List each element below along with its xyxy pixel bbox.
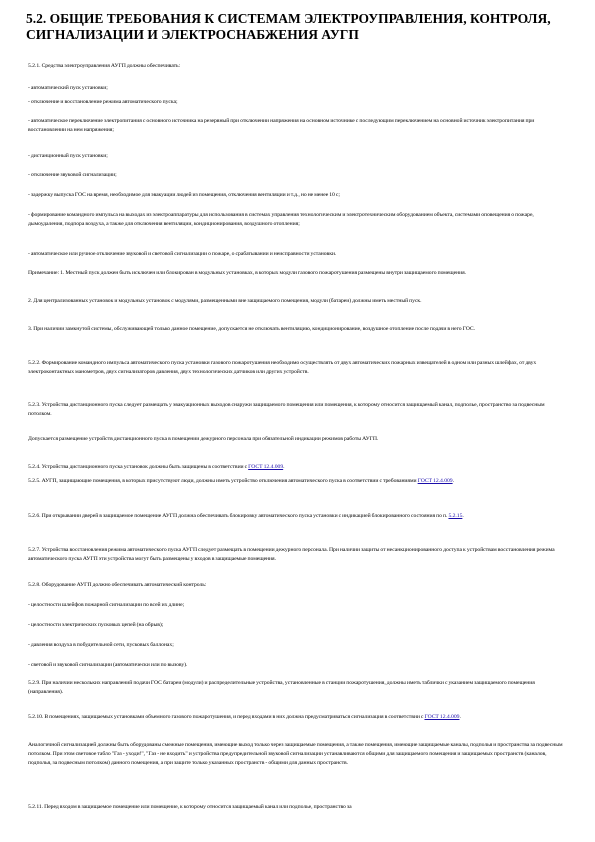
list-item-auto-start: - автоматический пуск установки;: [28, 85, 108, 91]
list-item-command-pulse: - формирование командного импульса на выходах из электроаппаратуры для использования в системах управления технологическим и электротехническим оборудованием объекта, системами оповещения о пожаре, дымоудаления, подпора воздуха, а также для отключения вентиляции, кондиционирования, воздушного отопления;: [28, 212, 534, 227]
paragraph-text-end: .: [283, 464, 285, 470]
list-item-sound-off: - отключение звуковой сигнализации;: [28, 172, 117, 178]
list-item-power-switch: - автоматическое переключение электропитания с основного источника на резервный при отключении напряжения на основном источнике с последующим переключением на основной источник электропитания при восстановлении на нем напряжения;: [28, 118, 535, 133]
paragraph-text-end: .: [452, 478, 454, 484]
paragraph-5-2-2: 5.2.2. Формирование командного импульса автоматического пуска установки газового пожаротушения необходимо осуществлять от двух автоматических пожарных извещателей в одном или разных шлейфах, от двух электроконтактных манометров, двух сигнализаторов давления, двух технологических датчиков или других устройств.: [28, 360, 537, 375]
paragraph-5-2-11: 5.2.11. Перед входом в защищаемое помещение или помещение, к которому относится защищаемый канал или подполье, пространство за: [28, 804, 352, 810]
section-title: 5.2. ОБЩИЕ ТРЕБОВАНИЯ К СИСТЕМАМ ЭЛЕКТРОУПРАВЛЕНИЯ, КОНТРОЛЯ, СИГНАЛИЗАЦИИ И ЭЛЕКТРОСНАБЖЕНИЯ АУГП: [26, 11, 551, 42]
gost-link[interactable]: ГОСТ 12.4.009: [248, 464, 284, 470]
paragraph-5-2-3: 5.2.3. Устройства дистанционного пуска следует размещать у эвакуационных выходов снаружи защищаемого помещения или помещения, к которому относится защищаемый канал, подполье, пространство за подвесным потолком.: [28, 402, 545, 417]
paragraph-5-2-9: 5.2.9. При наличии нескольких направлений подачи ГОС батареи (модули) и распределительные устройства, установленные в станции пожаротушения, должны иметь таблички с указанием защищаемого помещения (направления).: [28, 680, 535, 695]
paragraph-5-2-1: 5.2.1. Средства электроуправления АУГП должны обеспечивать:: [28, 63, 181, 69]
gost-link[interactable]: ГОСТ 12.4.009: [417, 478, 453, 484]
list-item-air-pressure: - давления воздуха в побудительной сети, пусковых баллонах;: [28, 642, 174, 648]
note-3: 3. При наличии замкнутой системы, обслуживающей только данное помещение, допускается не отключать вентиляцию, кондиционирование, воздушное отопление после подачи в него ГОС.: [28, 326, 475, 332]
paragraph-5-2-10: [28, 713, 566, 722]
paragraph-text: 5.2.10. В помещениях, защищаемых установками объемного газового пожаротушения, и перед входами в них должна предусматриваться сигнализация в соответствии с: [28, 714, 425, 720]
paragraph-5-2-5: [28, 477, 566, 486]
paragraph-text: 5.2.6. При открывании дверей в защищаемое помещение АУГП должна обеспечивать блокировку автоматического пуска установки с индикацией блокированного состояния по п.: [28, 513, 449, 519]
paragraph-signaling-adjacent: Аналогичной сигнализацией должны быть оборудованы смежные помещения, имеющие выход только через защищаемые помещения, а также помещения, имеющие защищаемые каналы, подполья и пространства за подвесным потолком. При этом световое табло "Газ - уходи!", "Газ - не входить" и устройства предупредительной звуковой сигнализации устанавливаются общими для защищаемого помещения и защищаемых пространств (каналов, подполья, за подвесным потолком) данного помещения, а при защите только указанных пространств - общими для данных пространств.: [28, 742, 563, 766]
list-item-remote-start: - дистанционный пуск установки;: [28, 153, 108, 159]
gost-link[interactable]: ГОСТ 12.4.009: [424, 714, 460, 720]
paragraph-text-end: .: [459, 714, 461, 720]
paragraph-5-2-8: 5.2.8. Оборудование АУГП должно обеспечивать автоматический контроль:: [28, 582, 207, 588]
paragraph-text-end: .: [462, 513, 464, 519]
list-item-disable-auto: - отключение и восстановление режима автоматического пуска;: [28, 99, 178, 105]
paragraph-text: 5.2.5. АУГП, защищающие помещения, в которых присутствуют люди, должны иметь устройство отключения автоматического пуска в соответствии с требованиями: [28, 478, 418, 484]
paragraph-remote-in-duty-room: Допускается размещение устройств дистанционного пуска в помещении дежурного персонала при обязательной индикации режимов работы АУГП.: [28, 436, 379, 442]
paragraph-5-2-7: 5.2.7. Устройства восстановления режима автоматического пуска АУГП следует размещать в помещении дежурного персонала. При наличии защиты от несанкционированного доступа к устройствам восстановления режима автоматического пуска АУГП эти устройства могут быть размещены у входов в защищаемые помещения.: [28, 547, 555, 562]
note-2: 2. Для централизованных установок и модульных установок с модулями, размещенными вне защищаемого помещения, модули (батареи) должны иметь местный пуск.: [28, 298, 422, 304]
note-1: Примечание: 1. Местный пуск должен быть исключен или блокирован в модульных установках, в которых модули газового пожаротушения размещены внутри защищаемого помещения.: [28, 270, 467, 276]
list-item-loops: - целостности шлейфов пожарной сигнализации по всей их длине;: [28, 602, 185, 608]
paragraph-5-2-4: [28, 463, 566, 472]
list-item-start-circuits: - целостности электрических пусковых цепей (на обрыв);: [28, 622, 164, 628]
list-item-delay: - задержку выпуска ГОС на время, необходимое для эвакуации людей из помещения, отключения вентиляции и т.д., но не менее 10 с;: [28, 192, 340, 198]
paragraph-text: 5.2.4. Устройства дистанционного пуска установок должны быть защищены в соответствии с: [28, 464, 249, 470]
paragraph-5-2-6: [28, 512, 566, 521]
section-5-2-15-link[interactable]: 5.2.15: [448, 513, 463, 519]
list-item-light-sound: - световой и звуковой сигнализации (автоматически или по вызову).: [28, 662, 188, 668]
list-item-signal-off: - автоматическое или ручное отключение звуковой и световой сигнализации о пожаре, о срабатывании и неисправности установки.: [28, 251, 337, 257]
